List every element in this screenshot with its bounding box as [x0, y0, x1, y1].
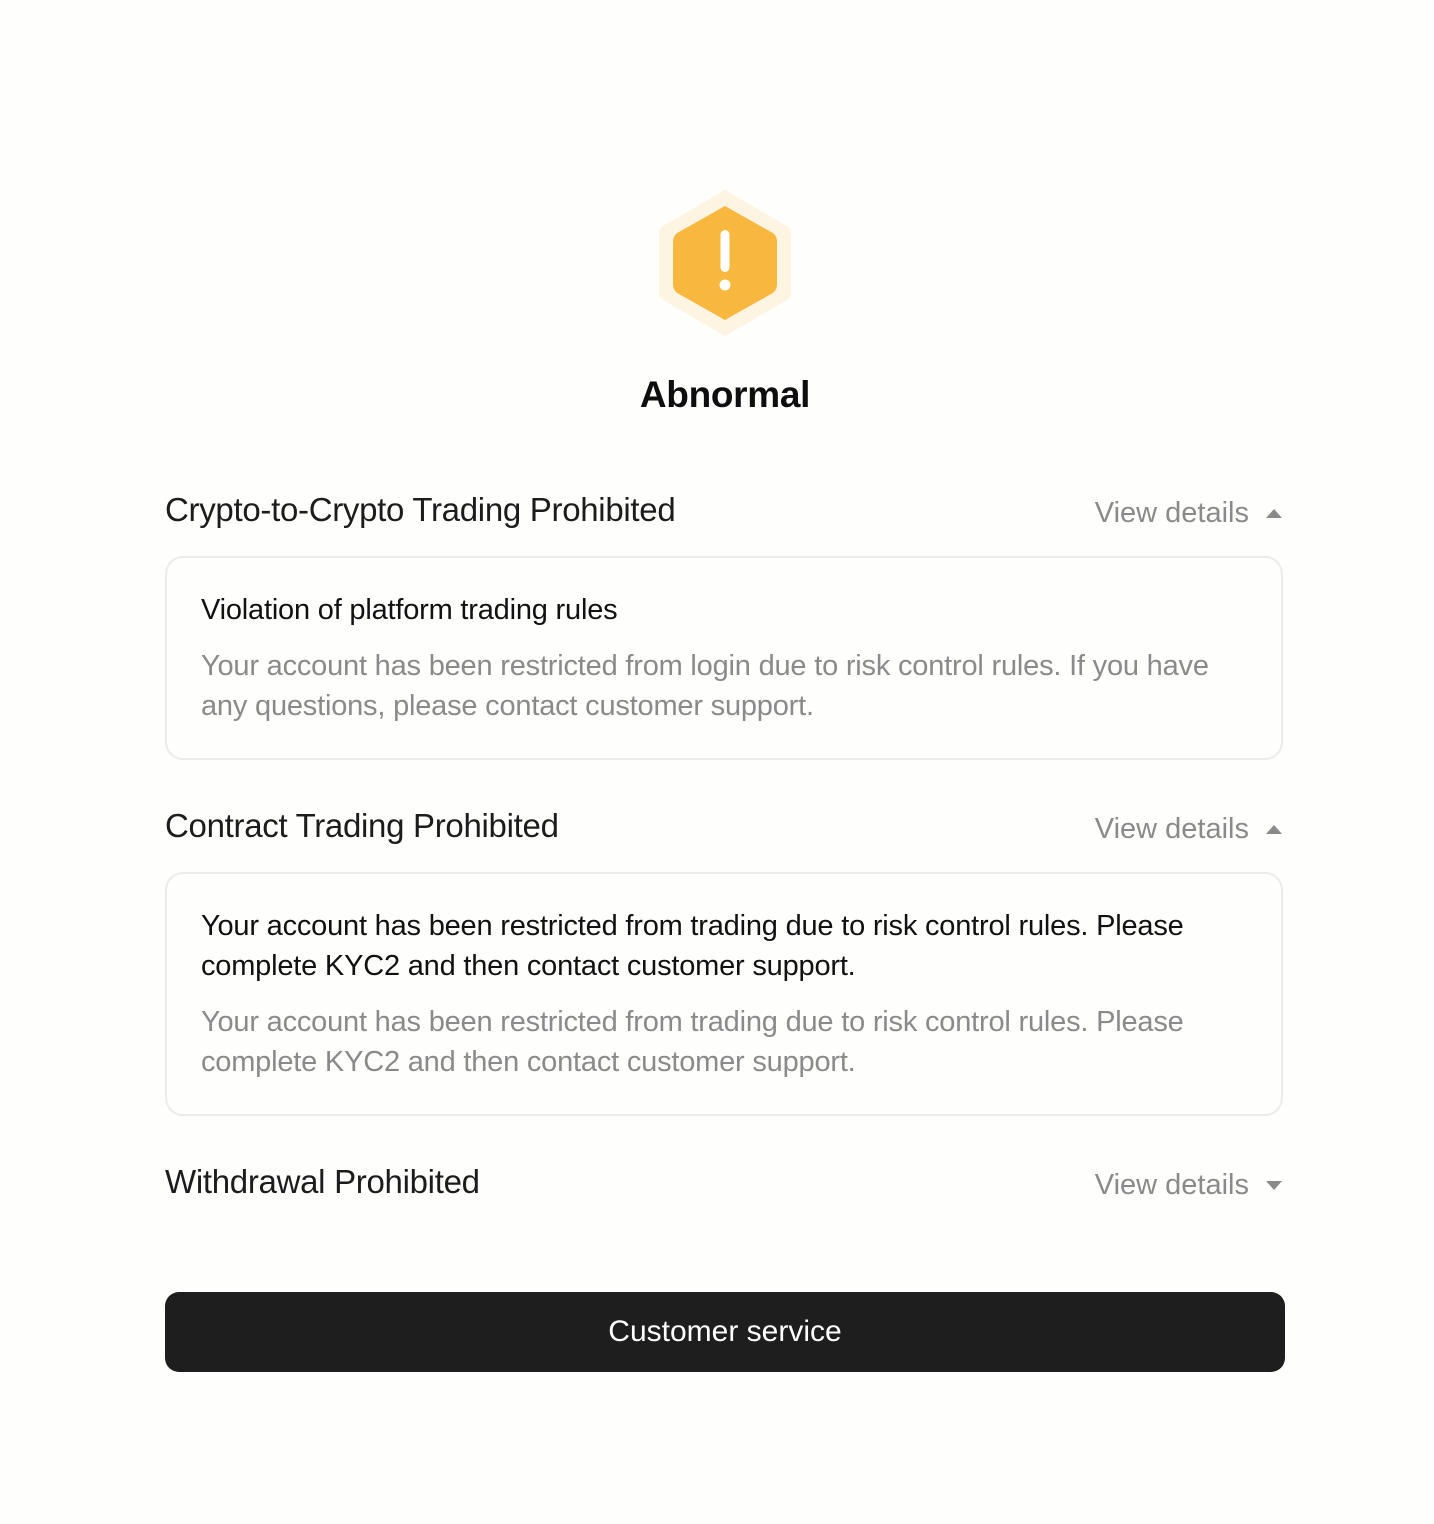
- caret-down-icon: [1263, 1174, 1285, 1196]
- view-details-toggle[interactable]: [1095, 807, 1285, 851]
- view-details-label: View details: [1094, 496, 1249, 529]
- detail-card: [165, 872, 1283, 1116]
- view-details-toggle[interactable]: [1095, 1163, 1285, 1207]
- customer-service-button[interactable]: Customer service: [165, 1292, 1285, 1372]
- detail-card: [165, 556, 1283, 760]
- view-details-label: View details: [1094, 1168, 1249, 1201]
- section-header-contract-trading: [165, 807, 1285, 851]
- caret-up-icon: [1263, 502, 1285, 524]
- card-heading: Violation of platform trading rules: [201, 594, 618, 626]
- section-header-withdrawal: [165, 1163, 1285, 1207]
- view-details-toggle[interactable]: [1095, 491, 1285, 535]
- section-title: Crypto-to-Crypto Trading Prohibited: [165, 491, 676, 528]
- warning-hexagon-icon: [655, 186, 795, 340]
- card-body: Your account has been restricted from login due to risk control rules. If you have any questions, please contact customer support.: [201, 650, 1209, 722]
- caret-up-icon: [1263, 818, 1285, 840]
- section-title: Contract Trading Prohibited: [165, 807, 559, 844]
- card-body: Your account has been restricted from trading due to risk control rules. Please complete KYC2 and then contact customer support.: [201, 1006, 1184, 1078]
- card-heading: Your account has been restricted from trading due to risk control rules. Please complete KYC2 and then contact customer support.: [201, 910, 1184, 982]
- section-title: Withdrawal Prohibited: [165, 1163, 480, 1200]
- view-details-label: View details: [1094, 812, 1249, 845]
- section-header-crypto-trading: [165, 491, 1285, 535]
- page-title: Abnormal: [639, 374, 811, 415]
